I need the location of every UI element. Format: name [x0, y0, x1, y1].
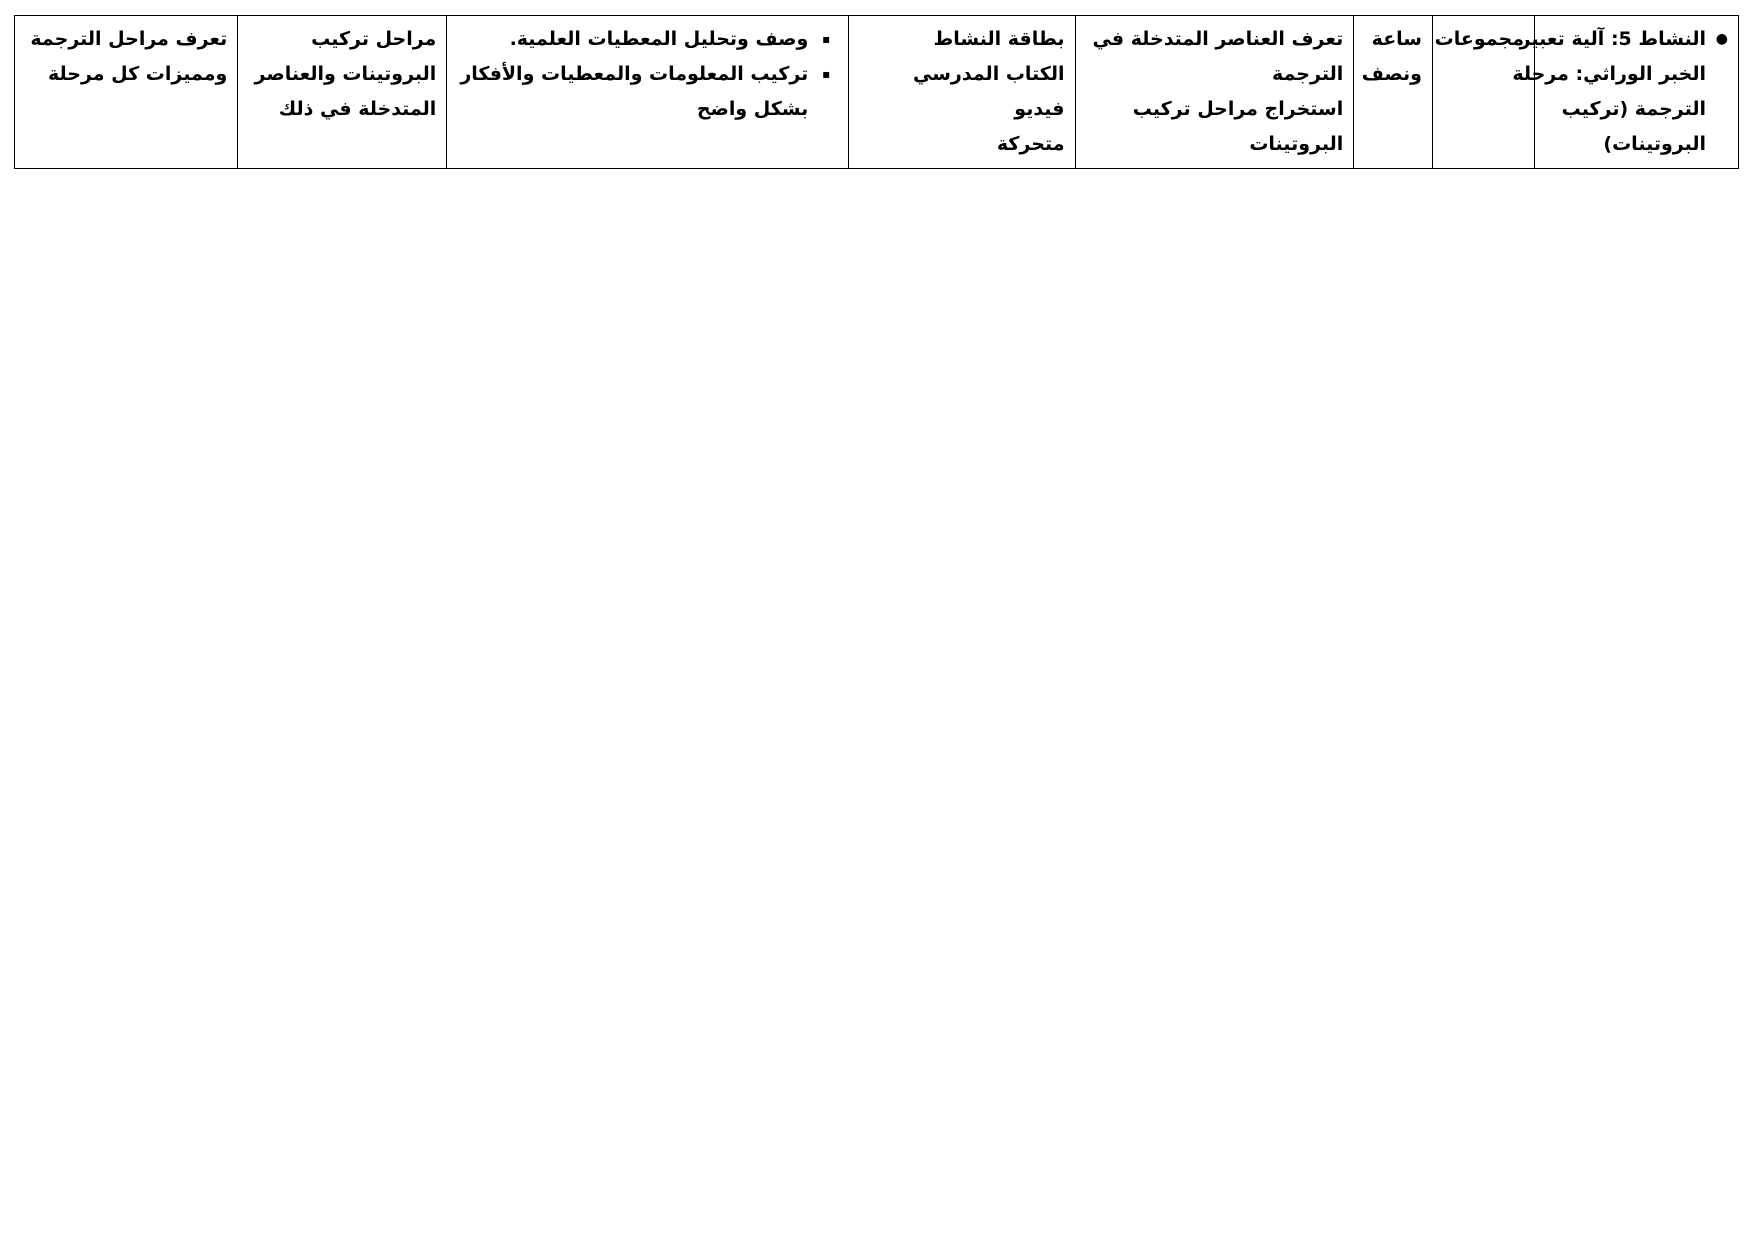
content-cell	[238, 16, 447, 169]
activity-item	[1512, 22, 1728, 162]
activity-table	[14, 15, 1739, 169]
objectives-cell	[1075, 16, 1354, 169]
skill-line: بشكل واضح	[696, 98, 809, 120]
duration-line: ونصف	[1361, 63, 1422, 85]
objective-line: البروتينات	[1249, 133, 1344, 155]
evaluation-line: تعرف مراحل الترجمة	[30, 28, 228, 50]
square-bullet-icon: ▪	[822, 32, 831, 46]
activity-line: البروتينات)	[1603, 133, 1706, 155]
objective-line: تعرف العناصر المتدخلة في	[1092, 28, 1344, 50]
duration-cell	[1354, 16, 1433, 169]
objective-line: الترجمة	[1272, 63, 1344, 85]
duration-line: ساعة	[1371, 28, 1422, 50]
document-page	[14, 15, 1739, 169]
activity-line: الترجمة (تركيب	[1561, 98, 1706, 120]
skills-cell	[447, 16, 849, 169]
skill-item	[457, 22, 830, 57]
content-line: البروتينات والعناصر	[254, 63, 437, 85]
resources-cell	[849, 16, 1075, 169]
skill-line: وصف وتحليل المعطيات العلمية.	[509, 28, 809, 50]
resource-line: فيديو	[1014, 98, 1065, 120]
grouping-text: مجموعات	[1434, 28, 1524, 50]
resource-line: بطاقة النشاط	[933, 28, 1065, 50]
square-bullet-icon: ▪	[822, 67, 831, 81]
objective-line: استخراج مراحل تركيب	[1132, 98, 1344, 120]
content-line: مراحل تركيب	[311, 28, 437, 50]
activity-line: الخبر الوراثي: مرحلة	[1512, 63, 1706, 85]
activity-line: النشاط 5: آلية تعبير	[1519, 28, 1706, 50]
skill-line: تركيب المعلومات والمعطيات والأفكار	[460, 63, 809, 85]
table-row	[15, 16, 1739, 169]
content-line: المتدخلة في ذلك	[278, 98, 437, 120]
evaluation-line: ومميزات كل مرحلة	[47, 63, 228, 85]
activity-cell	[1512, 16, 1739, 169]
resource-line: متحركة	[996, 133, 1065, 155]
evaluation-cell	[15, 16, 238, 169]
skill-item	[457, 57, 830, 127]
resource-line: الكتاب المدرسي	[913, 63, 1065, 85]
bullet-icon: ●	[1715, 31, 1728, 47]
